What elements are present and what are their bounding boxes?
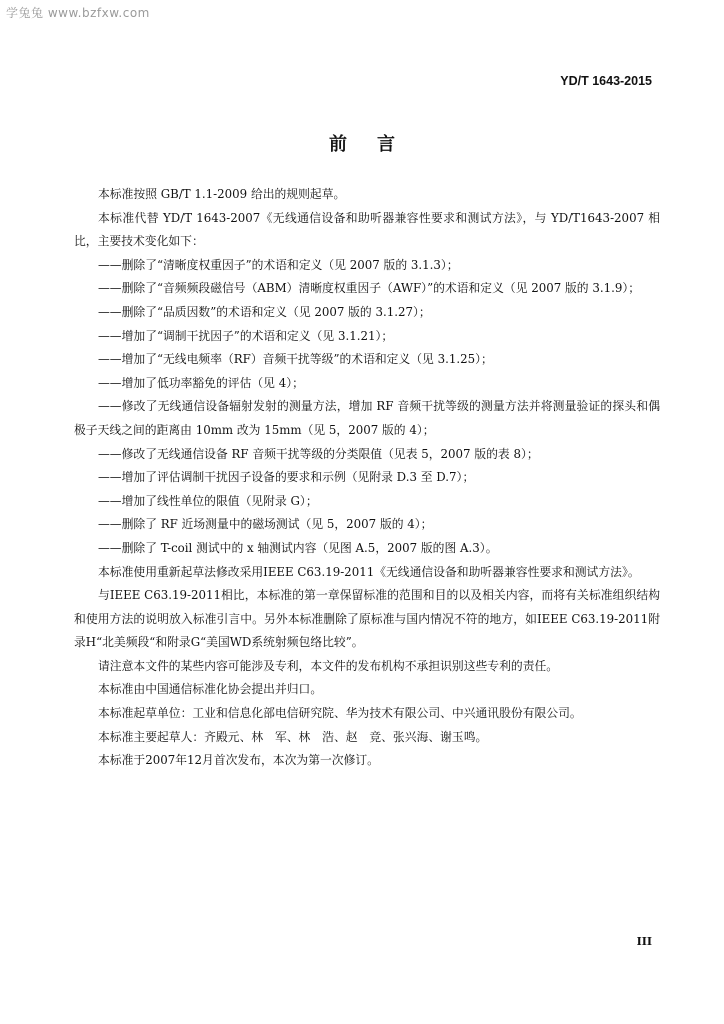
- change-item: ——删除了 RF 近场测量中的磁场测试（见 5，2007 版的 4）；: [98, 517, 433, 532]
- change-item: ——增加了“调制干扰因子”的术语和定义（见 3.1.21）；: [98, 328, 394, 343]
- paragraph: 与IEEE C63.19-2011相比，本标准的第一章保留标准的范围和目的以及相关内容，而将有关标准组织结构和使用方法的说明放入标准引言中。另外本标准删除了原标准与国内情况不符的地方，如IEEE C63.19-2011附录H“北美频段“和附录G“美国WD系统射频包络比较”。: [74, 588, 660, 650]
- change-item: ——增加了低功率豁免的评估（见 4）；: [98, 375, 304, 390]
- paragraph: 本标准由中国通信标准化协会提出并归口。: [98, 682, 323, 697]
- watermark: 学兔兔 www.bzfxw.com: [6, 6, 150, 20]
- paragraph: 本标准代替 YD/T 1643-2007《无线通信设备和助听器兼容性要求和测试方法》，与 YD/T1643-2007 相比，主要技术变化如下：: [74, 210, 660, 249]
- change-item: ——增加了评估调制干扰因子设备的要求和示例（见附录 D.3 至 D.7）；: [98, 470, 475, 485]
- paragraph: 本标准于2007年12月首次发布，本次为第一次修订。: [98, 753, 379, 768]
- paragraph: 本标准使用重新起草法修改采用IEEE C63.19-2011《无线通信设备和助听器兼容性要求和测试方法》。: [98, 564, 640, 579]
- standard-code: YD/T 1643-2015: [560, 74, 652, 88]
- foreword-body: [74, 183, 660, 773]
- paragraph: 请注意本文件的某些内容可能涉及专利，本文件的发布机构不承担识别这些专利的责任。: [98, 658, 559, 673]
- page-number: III: [636, 935, 652, 948]
- paragraph: 本标准起草单位：工业和信息化部电信研究院、华为技术有限公司、中兴通讯股份有限公司。: [98, 706, 582, 721]
- change-item: ——修改了无线通信设备 RF 音频干扰等级的分类限值（见表 5，2007 版的表 8）；: [98, 446, 539, 461]
- paragraph: 本标准主要起草人：齐殿元、林 军、林 浩、赵 竞、张兴海、谢玉鸣。: [98, 729, 488, 744]
- change-item: ——增加了线性单位的限值（见附录 G）；: [98, 493, 318, 508]
- change-item: ——删除了“音频频段磁信号（ABM）清晰度权重因子（AWF）”的术语和定义（见 2007 版的 3.1.9）；: [98, 281, 641, 296]
- change-item: ——删除了“品质因数”的术语和定义（见 2007 版的 3.1.27）；: [98, 304, 431, 319]
- change-item: ——修改了无线通信设备辐射发射的测量方法，增加 RF 音频干扰等级的测量方法并将测量验证的探头和偶极子天线之间的距离由 10mm 改为 15mm（见 5，2007 版的 4）；: [74, 399, 660, 437]
- page-title: 前言: [329, 134, 425, 155]
- paragraph: 本标准按照 GB/T 1.1-2009 给出的规则起草。: [98, 187, 346, 201]
- change-item: ——增加了“无线电频率（RF）音频干扰等级”的术语和定义（见 3.1.25）；: [98, 352, 493, 367]
- change-item: ——删除了“清晰度权重因子”的术语和定义（见 2007 版的 3.1.3）；: [98, 257, 459, 272]
- change-item: ——删除了 T-coil 测试中的 x 轴测试内容（见图 A.5，2007 版的图 A.3）。: [98, 540, 498, 555]
